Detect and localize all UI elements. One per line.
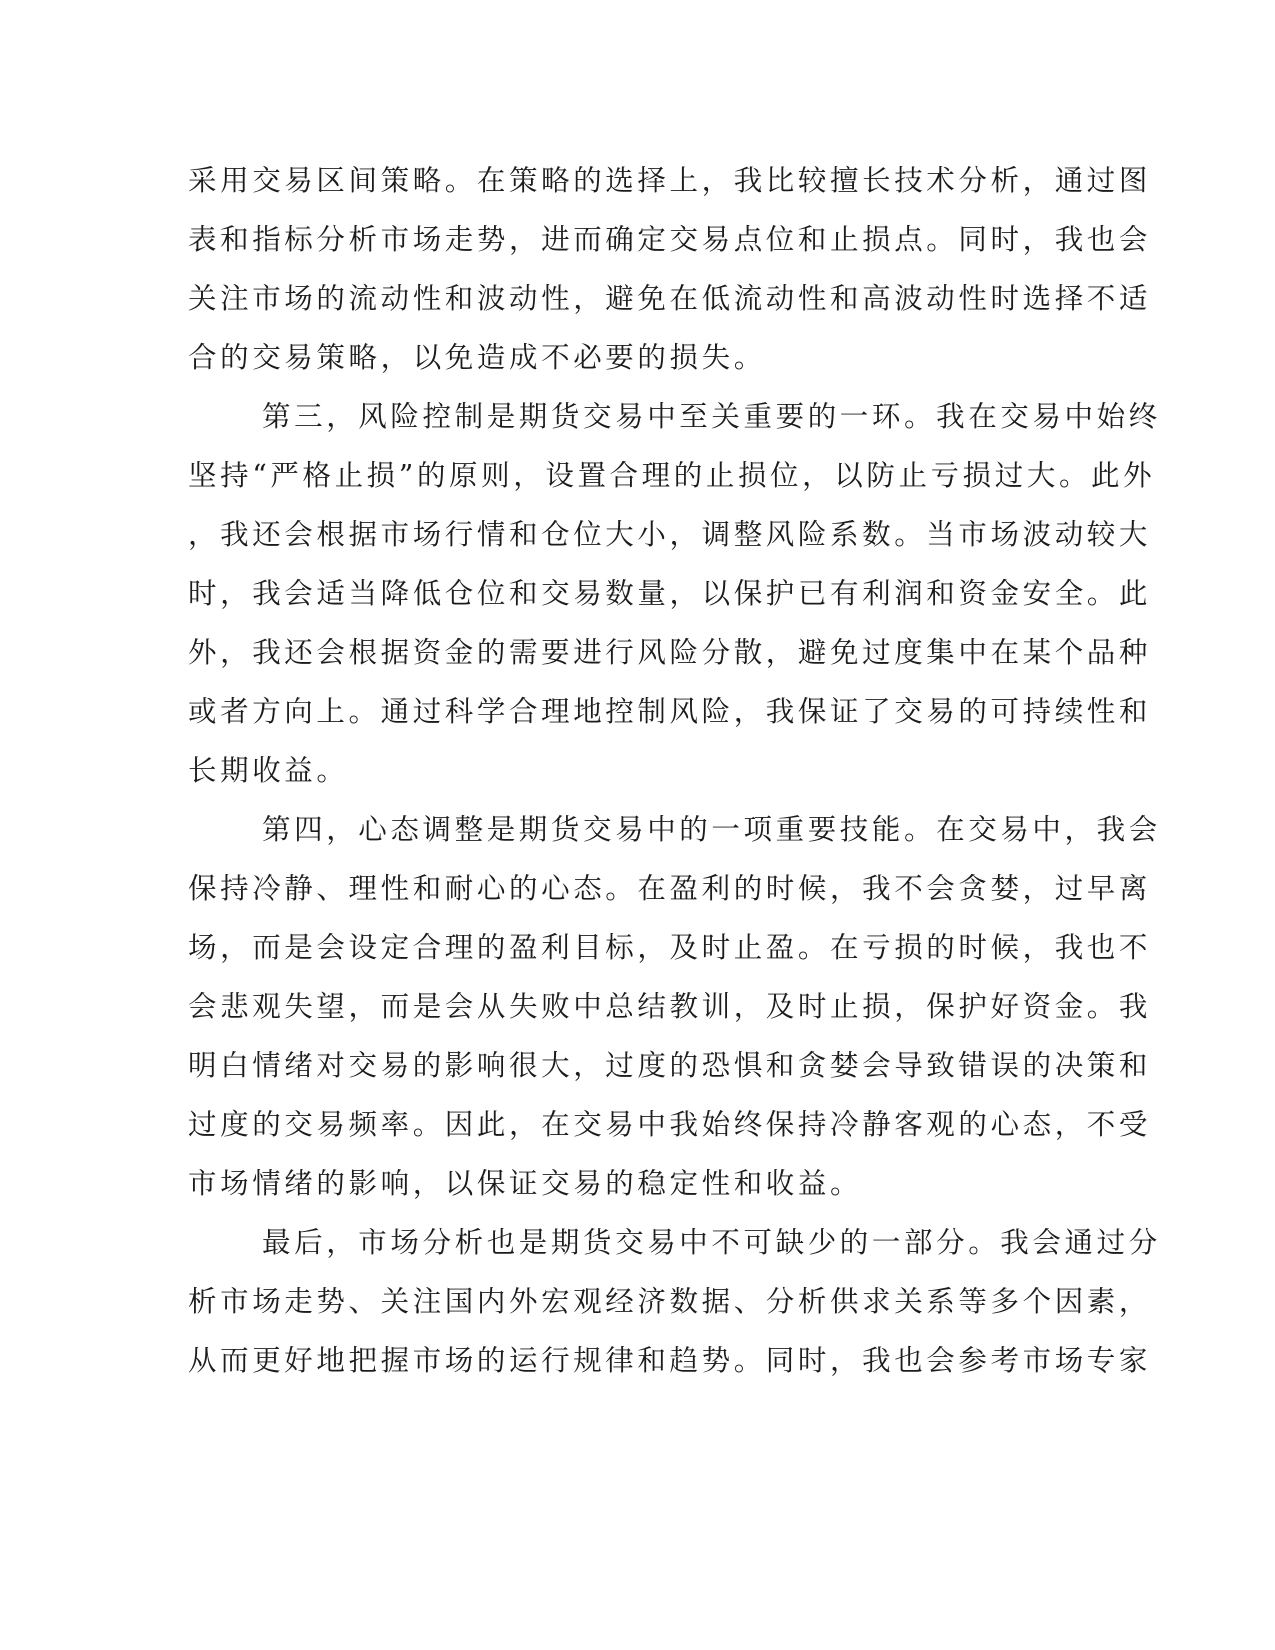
- paragraph-first-line: 第四，心态调整是期货交易中的一项重要技能。在交易中，我会: [262, 813, 1161, 846]
- paragraph-first-line: 第三，风险控制是期货交易中至关重要的一环。我在交易中始终: [262, 400, 1161, 433]
- paragraph-first-line: 最后，市场分析也是期货交易中不可缺少的一部分。我会通过分: [262, 1226, 1161, 1259]
- text-line: 长期收益。: [188, 754, 349, 787]
- text-line: 外，我还会根据资金的需要进行风险分散，避免过度集中在某个品种: [188, 636, 1152, 669]
- text-line: 析市场走势、关注国内外宏观经济数据、分析供求关系等多个因素，: [188, 1285, 1152, 1318]
- text-line: 保持冷静、理性和耐心的心态。在盈利的时候，我不会贪婪，过早离: [188, 872, 1152, 905]
- text-line: 时，我会适当降低仓位和交易数量，以保护已有利润和资金安全。此: [188, 577, 1152, 610]
- text-line: 关注市场的流动性和波动性，避免在低流动性和高波动性时选择不适: [188, 282, 1152, 315]
- text-line: 坚持“严格止损”的原则，设置合理的止损位，以防止亏损过大。此外: [188, 459, 1156, 492]
- text-line: 市场情绪的影响，以保证交易的稳定性和收益。: [188, 1167, 863, 1200]
- text-line: 或者方向上。通过科学合理地控制风险，我保证了交易的可持续性和: [188, 695, 1152, 728]
- text-line: 表和指标分析市场走势，进而确定交易点位和止损点。同时，我也会: [188, 223, 1152, 256]
- text-line: 从而更好地把握市场的运行规律和趋势。同时，我也会参考市场专家: [188, 1344, 1152, 1377]
- text-line: ，我还会根据市场行情和仓位大小，调整风险系数。当市场波动较大: [188, 518, 1152, 551]
- text-line: 明白情绪对交易的影响很大，过度的恐惧和贪婪会导致错误的决策和: [188, 1049, 1152, 1082]
- text-line: 过度的交易频率。因此，在交易中我始终保持冷静客观的心态，不受: [188, 1108, 1152, 1141]
- text-line: 合的交易策略，以免造成不必要的损失。: [188, 341, 766, 374]
- text-line: 采用交易区间策略。在策略的选择上，我比较擅长技术分析，通过图: [188, 164, 1152, 197]
- text-line: 会悲观失望，而是会从失败中总结教训，及时止损，保护好资金。我: [188, 990, 1152, 1023]
- text-line: 场，而是会设定合理的盈利目标，及时止盈。在亏损的时候，我也不: [188, 931, 1152, 964]
